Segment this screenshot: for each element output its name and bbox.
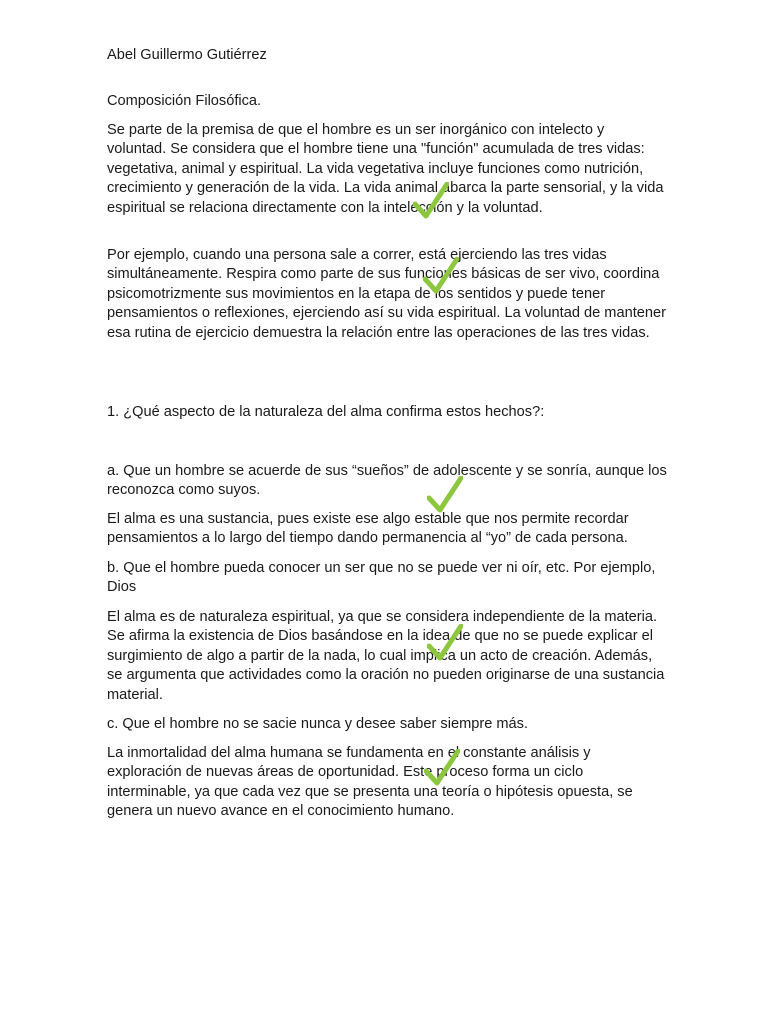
check-mark-icon <box>427 476 463 514</box>
item-b-answer: El alma es de naturaleza espiritual, ya que se considera independiente de la materia. Se afirma la existencia de Dios basándose en la idea de que no se puede explicar el surgimiento de algo a partir de la nada, lo cual implica un acto de creación. Además, se argumenta que actividades como la oración no pueden originarse de una sustancia material. <box>107 609 665 703</box>
author-name: Abel Guillermo Gutiérrez <box>107 47 267 63</box>
check-mark-icon <box>424 749 460 787</box>
item-a-prompt: a. Que un hombre se acuerde de sus “sueños” de adolescente y se sonría, aunque los reconozca como suyos. <box>107 463 667 499</box>
item-a-answer: El alma es una sustancia, pues existe ese algo estable que nos permite recordar pensamientos a lo largo del tiempo dando permanencia al “yo” de cada persona. <box>107 511 629 547</box>
item-c-prompt: c. Que el hombre no se sacie nunca y desee saber siempre más. <box>107 716 529 732</box>
question-heading: 1. ¿Qué aspecto de la naturaleza del alma confirma estos hechos?: <box>107 404 545 420</box>
paragraph-intro-1: Se parte de la premisa de que el hombre es un ser inorgánico con intelecto y voluntad. Se considera que el hombre tiene una "función" acumulada de tres vidas: vegetativa, animal y espiritual. La vida vegetativa incluye funciones como nutrición, crecimiento y generación de la vida. La vida animal abarca la parte sensorial, y la vida espiritual se relaciona directamente con la intelección y la voluntad. <box>107 122 664 216</box>
document-title: Composición Filosófica. <box>107 93 262 109</box>
check-mark-icon <box>427 624 463 662</box>
item-b-prompt: b. Que el hombre pueda conocer un ser que no se puede ver ni oír, etc. Por ejemplo, Dios <box>107 560 656 596</box>
check-mark-icon <box>413 182 449 220</box>
item-c-answer: La inmortalidad del alma humana se fundamenta en el constante análisis y exploración de nuevas áreas de oportunidad. Este proceso forma un ciclo interminable, ya que cada vez que se presenta una teoría o hipótesis opuesta, se genera un nuevo avance en el conocimiento humano. <box>107 745 633 820</box>
check-mark-icon <box>423 257 459 295</box>
paragraph-intro-2: Por ejemplo, cuando una persona sale a correr, está ejerciendo las tres vidas simultáneamente. Respira como parte de sus funciones básicas de ser vivo, coordina psicomotrizmente sus movimientos en la etapa de los sentidos y puede tener pensamientos o reflexiones, ejerciendo así su vida espiritual. La voluntad de mantener esa rutina de ejercicio demuestra la relación entre las operaciones de las tres vidas. <box>107 247 666 341</box>
